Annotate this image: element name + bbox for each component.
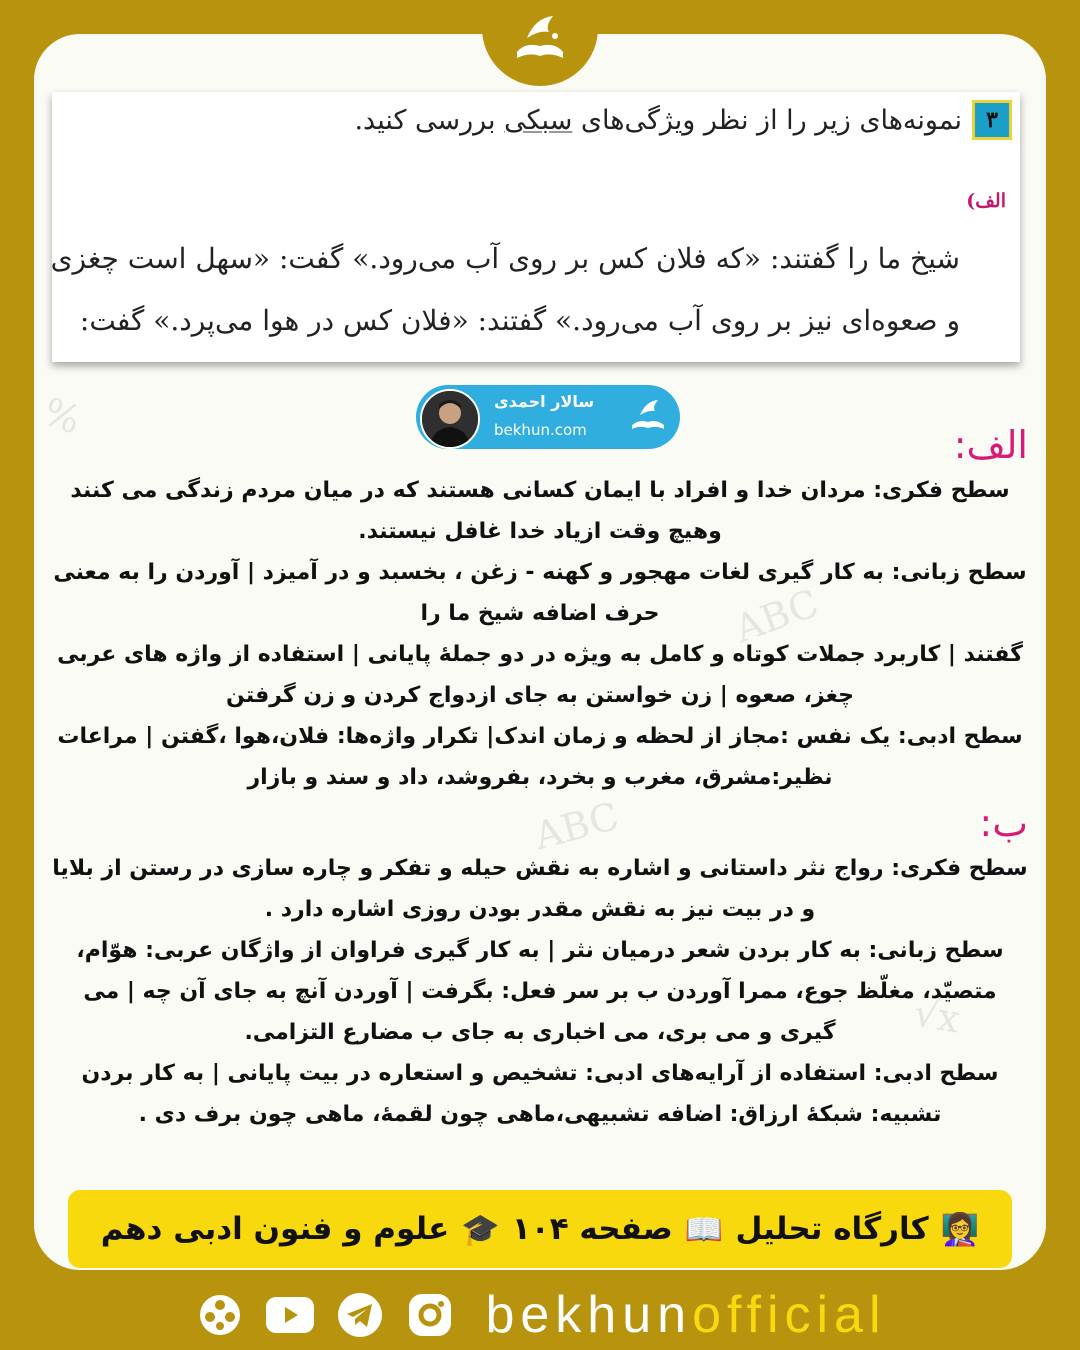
graduation-cap-icon: 🎓 (461, 1211, 500, 1248)
brand-handle (485, 1285, 886, 1345)
answer-a-paragraph: گفتند | کاربرد جملات کوتاه و کامل به ویژه در دو جملهٔ پایانی | استفاده از واژه های عربی چغز، صعوه | زن خواستن به جای ازدواج کردن و زن گرفتن (57, 642, 1023, 708)
answer-b-paragraph: سطح زبانی: به کار بردن شعر درمیان نثر | به کار گیری فراوان از واژگان عربی: هوّام، متصیّد، مغلّظ جوع، ممرا آوردن ب بر سر فعل: بگرفت | آوردن آنچ به جای آن چه | می گیری و می بری، می اخباری به جای ب مضارع التزامی. (76, 938, 1004, 1045)
banner-workshop: کارگاه تحلیل (735, 1211, 929, 1247)
question-row (354, 100, 1012, 140)
bekhun-logo-icon (492, 4, 588, 78)
answer-content (52, 420, 1028, 1135)
answer-a-heading: الف: (953, 423, 1028, 467)
textbook-excerpt (52, 92, 1020, 362)
question-text-underlined: سبکی (504, 104, 573, 136)
watermark-abc-icon: % (37, 389, 87, 443)
part-label: الف) (966, 190, 1006, 212)
youtube-icon[interactable] (263, 1288, 317, 1342)
answer-a-paragraph: سطح فکری: مردان خدا و افراد با ایمان کسانی هستند که در میان مردم زندگی می کنند وهیچ وقت ازیاد خدا غافل نیستند. (70, 478, 1010, 544)
question-number: ۳ (972, 100, 1012, 140)
author-site: bekhun.com (494, 421, 587, 439)
telegram-icon[interactable] (333, 1288, 387, 1342)
lesson-banner (68, 1190, 1012, 1268)
answer-a-paragraph: سطح زبانی: به کار گیری لغات مهجور و کهنه - زغن ، بخسبد و در آمیزد | آوردن را به معنی حرف اضافه شیخ ما را (53, 560, 1027, 626)
film-reel-icon[interactable] (193, 1288, 247, 1342)
excerpt-line-2: و صعوه‌ای نیز بر روی آب می‌رود.» گفتند: «فلان کس در هوا می‌پرد.» گفت: (79, 304, 960, 337)
answer-b-paragraph: سطح ادبی: استفاده از آرایه‌های ادبی: تشخیص و استعاره در بیت پایانی | به کار بردن تشبیه: شبکهٔ ارزاق: اضافه تشبیهی،ماهی چون لقمهٔ، ماهی چون برف دی . (81, 1061, 999, 1127)
footer (0, 1284, 1080, 1346)
watermark-abc-icon: √x (910, 990, 964, 1042)
answer-a-paragraph: سطح ادبی: یک نفس :مجاز از لحظه و زمان اندک| تکرار واژه‌ها: فلان،هوا ،گفتن | مراعات نظیر:مشرق، مغرب و بخرد، بفروشد، داد و سند و بازار (57, 724, 1023, 790)
excerpt-line-1: شیخ ما را گفتند: «که فلان کس بر روی آب می‌رود.» گفت: «سهل است چغزی (50, 242, 960, 275)
banner-page: صفحه ۱۰۴ (511, 1211, 673, 1247)
watermark-abc-icon: ABC (729, 580, 825, 652)
answer-b-paragraph: سطح فکری: رواج نثر داستانی و اشاره به نقش حیله و تفکر و چاره سازی در رستن از بلایا و در بیت نیز به نقش مقدر بودن روزی اشاره دارد . (52, 856, 1028, 922)
watermark-abc-icon: ABC (529, 793, 624, 859)
author-name: سالار احمدی (494, 392, 595, 411)
question-text-post: بررسی کنید. (354, 104, 496, 136)
banner-subject: علوم و فنون ادبی دهم (100, 1211, 450, 1247)
teacher-icon: 👩‍🏫 (940, 1211, 980, 1248)
instagram-icon[interactable] (403, 1288, 457, 1342)
brand-yellow: official (692, 1286, 887, 1344)
question-text-pre: نمونه‌های زیر را از نظر ویژگی‌های (580, 104, 962, 136)
book-icon: 📖 (684, 1211, 724, 1248)
question-text (354, 105, 962, 136)
answer-b-heading: ب: (979, 801, 1028, 845)
brand-white: bekhun (485, 1286, 693, 1344)
